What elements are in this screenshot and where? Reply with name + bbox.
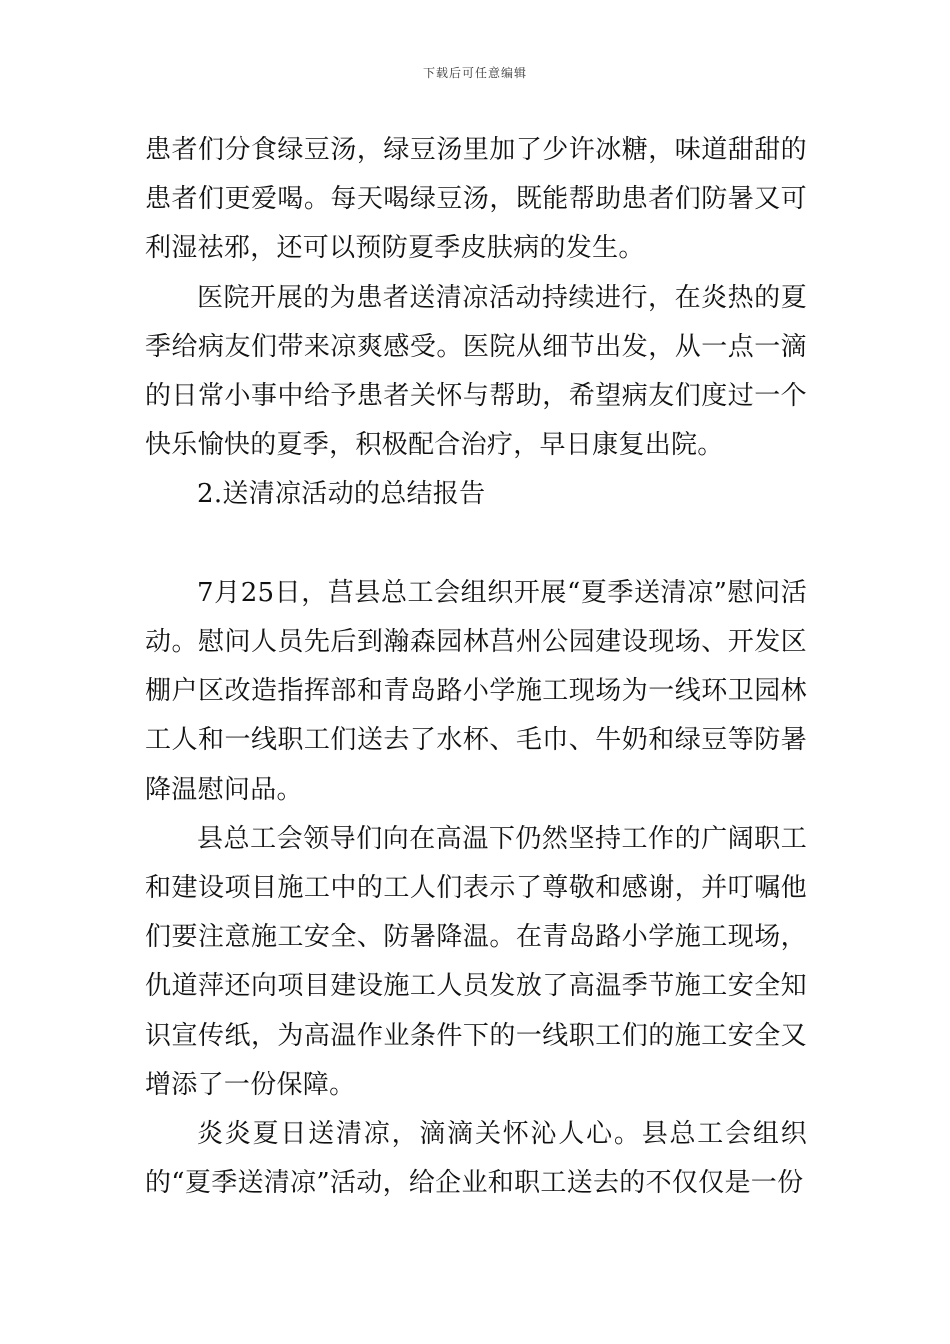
paragraph-hospital-activity: 医院开展的为患者送清凉活动持续进行，在炎热的夏季给病友们带来凉爽感受。医院从细节出发，从一点一滴的日常小事中给予患者关怀与帮助，希望病友们度过一个快乐愉快的夏季，积极配合治疗，早日康复出院。 xyxy=(145,282,807,461)
paragraph-continued: 患者们分食绿豆汤，绿豆汤里加了少许冰糖，味道甜甜的患者们更爱喝。每天喝绿豆汤，既能帮助患者们防暑又可利湿祛邪，还可以预防夏季皮肤病的发生。 xyxy=(145,135,807,264)
paragraph-union-visit: 7月25日，莒县总工会组织开展“夏季送清凉”慰问活动。慰问人员先后到瀚森园林莒州公园建设现场、开发区棚户区改造指挥部和青岛路小学施工现场为一线环卫园林工人和一线职工们送去了水杯、毛巾、牛奶和绿豆等防暑降温慰问品。 xyxy=(145,577,807,805)
paragraph-summer-care: 炎炎夏日送清凉，滴滴关怀沁人心。县总工会组织的“夏季送清凉”活动，给企业和职工送去的不仅仅是一份 xyxy=(145,1119,807,1199)
paragraph-union-leaders: 县总工会领导们向在高温下仍然坚持工作的广阔职工和建设项目施工中的工人们表示了尊敬和感谢，并叮嘱他们要注意施工安全、防暑降温。在青岛路小学施工现场，仇道萍还向项目建设施工人员发放了高温季节施工安全知识宣传纸，为高温作业条件下的一线职工们的施工安全又增添了一份保障。 xyxy=(145,823,807,1100)
section-heading: 2.送清凉活动的总结报告 xyxy=(197,479,486,510)
document-body xyxy=(145,126,807,1208)
page-header-note: 下载后可任意编辑 xyxy=(422,66,527,80)
blank-line xyxy=(145,520,807,569)
